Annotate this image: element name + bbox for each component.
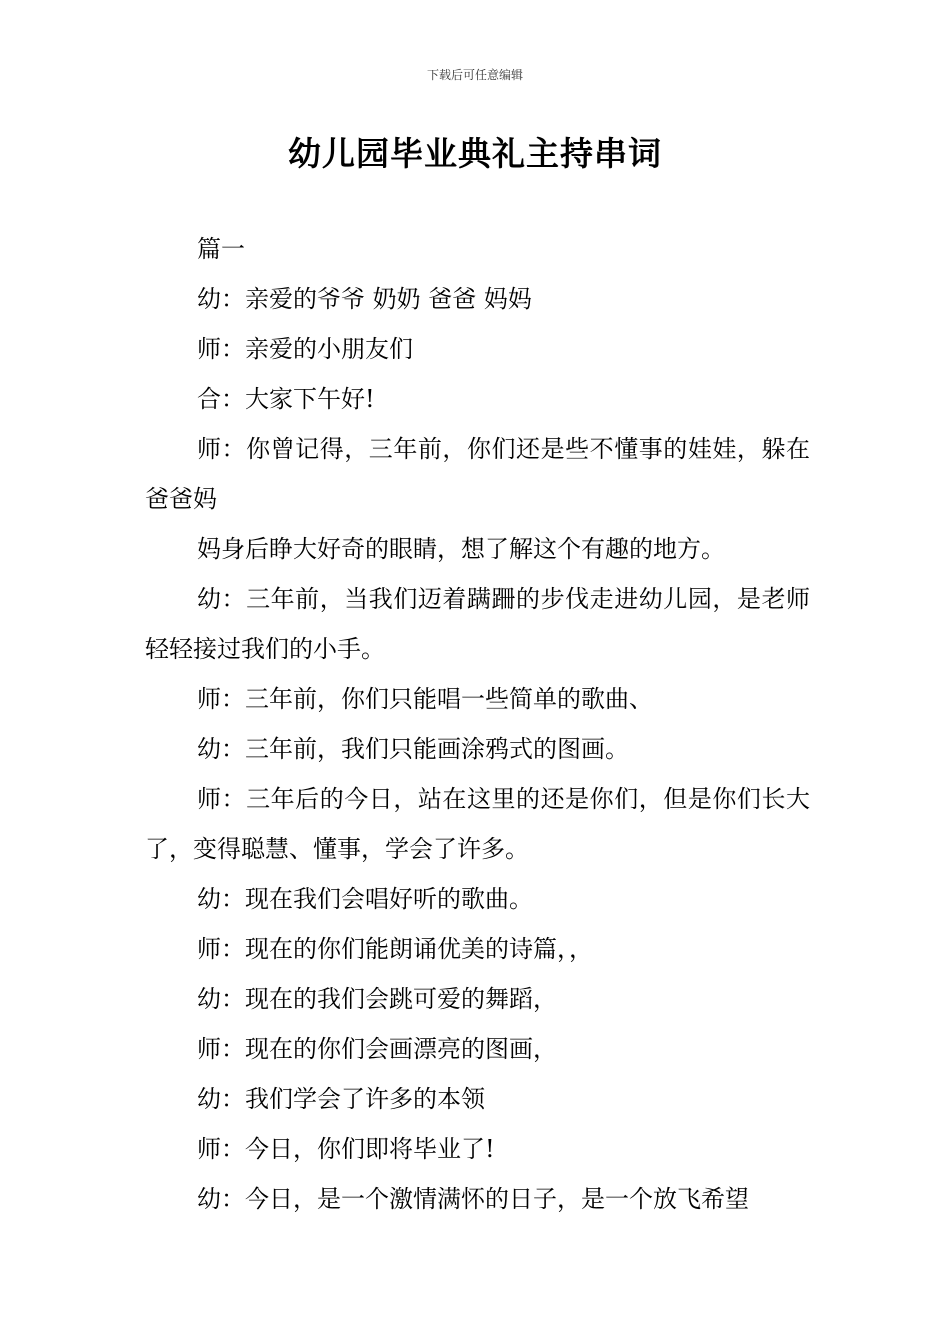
- paragraph: 篇一: [197, 235, 245, 263]
- paragraph: 幼：今日，是一个激情满怀的日子，是一个放飞希望: [197, 1185, 749, 1213]
- document-body: [145, 224, 810, 1224]
- paragraph: 幼：三年前，当我们迈着蹒跚的步伐走进幼儿园，是老师轻轻接过我们的小手。: [145, 585, 810, 663]
- paragraph: 师：亲爱的小朋友们: [197, 335, 413, 363]
- paragraph: 师：三年后的今日，站在这里的还是你们，但是你们长大了，变得聪慧、懂事，学会了许多。: [145, 785, 810, 863]
- paragraph: 幼：三年前，我们只能画涂鸦式的图画。: [197, 735, 629, 763]
- document-title: 幼儿园毕业典礼主持串词: [288, 134, 662, 173]
- paragraph: 合：大家下午好!: [197, 385, 375, 413]
- header-note: 下载后可任意编辑: [426, 68, 523, 82]
- paragraph: 妈身后睁大好奇的眼睛，想了解这个有趣的地方。: [197, 535, 725, 563]
- paragraph: 幼：亲爱的爷爷 奶奶 爸爸 妈妈: [197, 285, 532, 313]
- paragraph: 师：三年前，你们只能唱一些简单的歌曲、: [197, 685, 653, 713]
- paragraph: 幼：现在的我们会跳可爱的舞蹈，: [197, 985, 557, 1013]
- paragraph: 幼：现在我们会唱好听的歌曲。: [197, 885, 533, 913]
- paragraph: 幼：我们学会了许多的本领: [197, 1085, 485, 1113]
- paragraph: 师：现在的你们会画漂亮的图画，: [197, 1035, 557, 1063]
- paragraph: 师：你曾记得，三年前，你们还是些不懂事的娃娃，躲在爸爸妈: [145, 435, 810, 513]
- paragraph: 师：今日，你们即将毕业了!: [197, 1135, 495, 1163]
- paragraph: 师：现在的你们能朗诵优美的诗篇，，: [197, 935, 593, 963]
